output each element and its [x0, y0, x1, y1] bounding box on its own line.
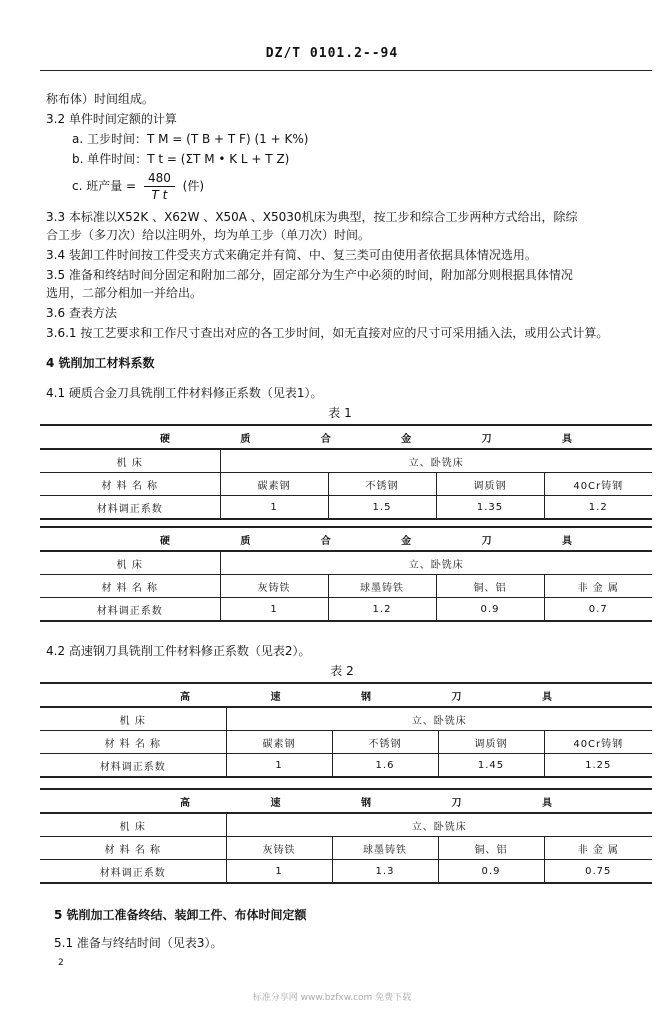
material-cell: 不锈钢: [332, 731, 438, 754]
material-cell: 40Cr铸钢: [544, 731, 652, 754]
coef-cell: 1: [220, 496, 328, 520]
title-char: 金: [401, 535, 412, 547]
title-char: 高: [180, 797, 190, 809]
machine-value: 立、卧铣床: [226, 813, 652, 837]
section-3-3-cont: 合工步（多刀次）给以注明外，均为单工步（单刀次）时间。: [46, 228, 371, 242]
page-header: DZ/T 0101.2--94: [265, 46, 399, 61]
coef-cell: 0.7: [544, 598, 652, 622]
section-4: 4 铣削加工材料系数: [46, 356, 155, 370]
title-char: 硬: [160, 535, 170, 547]
coef-cell: 1.25: [544, 754, 652, 778]
table-2-part-1: [40, 682, 652, 778]
section-5: 5 铣削加工准备终结、装卸工件、布体时间定额: [54, 908, 307, 922]
machine-value: 立、卧铣床: [220, 449, 652, 473]
table-1-part-2: [40, 526, 652, 622]
coef-cell: 0.75: [544, 860, 652, 884]
material-cell: 灰铸铁: [226, 837, 332, 860]
coef-label: 材料调正系数: [40, 754, 226, 778]
coef-label: 材料调正系数: [40, 598, 220, 622]
coef-cell: 0.9: [436, 598, 544, 622]
material-cell: 40Cr铸钢: [544, 473, 652, 496]
table-title-row: [40, 789, 652, 813]
title-char: 速: [270, 797, 281, 809]
material-cell: 非 金 属: [544, 575, 652, 598]
coef-cell: 1.45: [438, 754, 544, 778]
material-cell: 调质钢: [438, 731, 544, 754]
material-label: 材 料 名 称: [40, 837, 226, 860]
material-cell: 不锈钢: [328, 473, 436, 496]
title-char: 刀: [481, 535, 492, 547]
title-char: 具: [542, 797, 552, 809]
material-label: 材 料 名 称: [40, 473, 220, 496]
fraction-numerator: 480: [144, 170, 175, 187]
title-char: 合: [320, 433, 331, 445]
coef-cell: 1.2: [544, 496, 652, 520]
machine-value: 立、卧铣床: [220, 551, 652, 575]
section-3-2: 3.2 单件时间定额的计算: [46, 112, 177, 126]
material-label: 材 料 名 称: [40, 575, 220, 598]
coef-cell: 0.9: [438, 860, 544, 884]
title-char: 硬: [160, 433, 170, 445]
footer-watermark: 标准分享网 www.bzfxw.com 免费下载: [252, 993, 412, 1003]
machine-label: 机 床: [40, 551, 220, 575]
material-cell: 碳素钢: [220, 473, 328, 496]
material-cell: 铜、铝: [436, 575, 544, 598]
title-char: 质: [240, 433, 251, 445]
formula-a: a. 工步时间：T M = (T B + T F) (1 + K%): [72, 132, 309, 146]
table-2-caption: 表 2: [330, 664, 354, 678]
title-char: 质: [240, 535, 251, 547]
title-char: 钢: [361, 797, 371, 809]
title-char: 速: [270, 691, 281, 703]
coef-label: 材料调正系数: [40, 860, 226, 884]
coef-cell: 1.5: [328, 496, 436, 520]
title-char: 合: [320, 535, 331, 547]
section-3-3: 3.3 本标准以X52K 、X62W 、X50A 、X5030机床为典型，按工步和综合工步两种方式给出，除综: [46, 210, 578, 224]
title-char: 具: [561, 535, 572, 547]
formula-c-post: (件): [182, 179, 205, 193]
page-number: 2: [58, 958, 64, 968]
coef-cell: 1: [226, 860, 332, 884]
coef-cell: 1: [220, 598, 328, 622]
material-cell: 灰铸铁: [220, 575, 328, 598]
title-char: 高: [180, 691, 190, 703]
machine-value: 立、卧铣床: [226, 707, 652, 731]
formula-b: b. 单件时间：T t = (ΣT M • K L + T Z): [72, 152, 290, 166]
fraction: [144, 170, 175, 203]
material-cell: 球墨铸铁: [332, 837, 438, 860]
coef-label: 材料调正系数: [40, 496, 220, 520]
section-4-1: 4.1 硬质合金刀具铣削工件材料修正系数（见表1）。: [46, 386, 323, 400]
title-char: 金: [401, 433, 412, 445]
section-3-5: 3.5 准备和终结时间分固定和附加二部分，固定部分为生产中必须的时间，附加部分则根据具体情况: [46, 268, 573, 282]
table-1-caption: 表 1: [328, 406, 352, 420]
formula-c: [72, 170, 204, 203]
table-title-row: [40, 683, 652, 707]
section-3-6: 3.6 查表方法: [46, 306, 117, 320]
table-1-part-1: [40, 424, 652, 520]
title-char: 具: [561, 433, 572, 445]
header-rule: [40, 70, 652, 71]
material-cell: 碳素钢: [226, 731, 332, 754]
machine-label: 机 床: [40, 449, 220, 473]
title-char: 刀: [451, 797, 462, 809]
section-5-1: 5.1 准备与终结时间（见表3）。: [54, 936, 223, 950]
section-4-2: 4.2 高速钢刀具铣削工件材料修正系数（见表2）。: [46, 644, 311, 658]
title-char: 钢: [361, 691, 371, 703]
machine-label: 机 床: [40, 707, 226, 731]
coef-cell: 1.2: [328, 598, 436, 622]
coef-cell: 1: [226, 754, 332, 778]
material-label: 材 料 名 称: [40, 731, 226, 754]
machine-label: 机 床: [40, 813, 226, 837]
coef-cell: 1.35: [436, 496, 544, 520]
formula-c-pre: c. 班产量 =: [72, 179, 137, 193]
title-char: 具: [542, 691, 552, 703]
material-cell: 球墨铸铁: [328, 575, 436, 598]
material-cell: 非 金 属: [544, 837, 652, 860]
title-char: 刀: [481, 433, 492, 445]
coef-cell: 1.3: [332, 860, 438, 884]
material-cell: 铜、铝: [438, 837, 544, 860]
title-char: 刀: [451, 691, 462, 703]
table-2-part-2: [40, 788, 652, 884]
coef-cell: 1.6: [332, 754, 438, 778]
section-3-5-cont: 选用，二部分相加一并给出。: [46, 286, 203, 300]
fraction-denominator: T t: [151, 188, 168, 202]
text-line: 称布体）时间组成。: [46, 92, 155, 106]
table-title-row: [40, 527, 652, 551]
section-3-6-1: 3.6.1 按工艺要求和工作尺寸查出对应的各工步时间，如无直接对应的尺寸可采用插入法，或用公式计算。: [46, 326, 609, 340]
table-title-row: [40, 425, 652, 449]
material-cell: 调质钢: [436, 473, 544, 496]
section-3-4: 3.4 装卸工件时间按工件受夹方式来确定并有简、中、复三类可由使用者依据具体情况选用。: [46, 248, 537, 262]
